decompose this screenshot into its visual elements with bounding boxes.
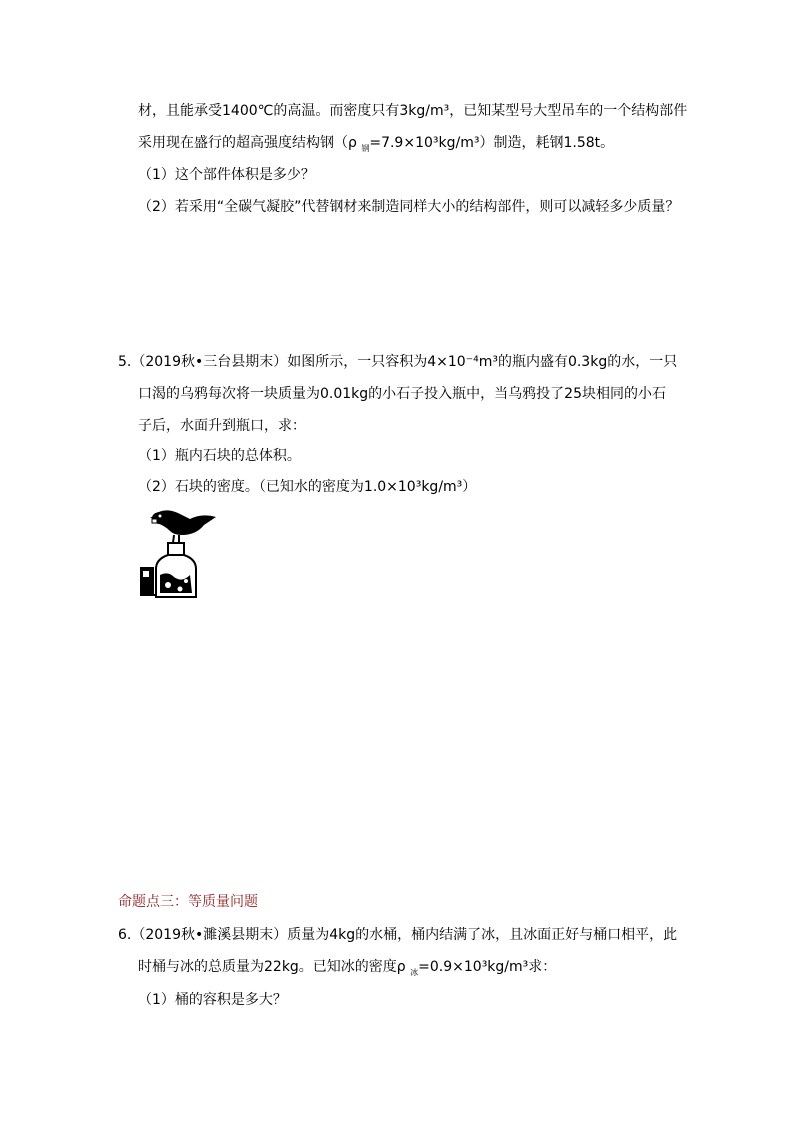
steel-subscript: 钢	[361, 143, 370, 153]
crow-bottle-figure	[138, 505, 220, 605]
section-title: 命题点三：等质量问题	[118, 894, 258, 910]
problem4-line2-b: =7.9×10³kg/m³）制造，耗钢1.58t。	[369, 135, 615, 151]
problem5-line3: 子后，水面升到瓶口，求：	[138, 418, 306, 434]
crow-bottle-illustration-icon	[138, 505, 220, 605]
problem5-question2: （2）石块的密度。（已知水的密度为1.0×10³kg/m³）	[138, 479, 477, 495]
problem4-line2-a: 采用现在盛行的超高强度结构钢（ρ	[138, 135, 362, 151]
problem4-line2	[138, 133, 614, 153]
problem4-question2: （2）若采用“全碳气凝胶”代替钢材来制造同样大小的结构部件，则可以减轻多少质量？	[138, 199, 680, 215]
problem6-question1: （1）桶的容积是多大？	[138, 992, 287, 1008]
ice-subscript: 冰	[410, 967, 419, 977]
problem5-question1: （1）瓶内石块的总体积。	[138, 448, 301, 464]
problem6-line2-b: =0.9×10³kg/m³求：	[418, 959, 557, 975]
problem6-line2-a: 时桶与冰的总质量为22kg。已知冰的密度ρ	[138, 959, 411, 975]
problem4-question1: （1）这个部件体积是多少？	[138, 167, 315, 183]
problem6-line2	[138, 957, 556, 977]
problem5-line1: 5.（2019秋•三台县期末）如图所示，一只容积为4×10⁻⁴m³的瓶内盛有0.3kg的水，一只	[118, 354, 678, 370]
problem4-line1: 材，且能承受1400℃的高温。而密度只有3kg/m³，已知某型号大型吊车的一个结构部件	[138, 103, 688, 119]
problem6-line1: 6.（2019秋•濉溪县期末）质量为4kg的水桶，桶内结满了冰，且冰面正好与桶口相平，此	[118, 927, 678, 943]
problem5-line2: 口渴的乌鸦每次将一块质量为0.01kg的小石子投入瓶中，当乌鸦投了25块相同的小石	[138, 386, 666, 402]
